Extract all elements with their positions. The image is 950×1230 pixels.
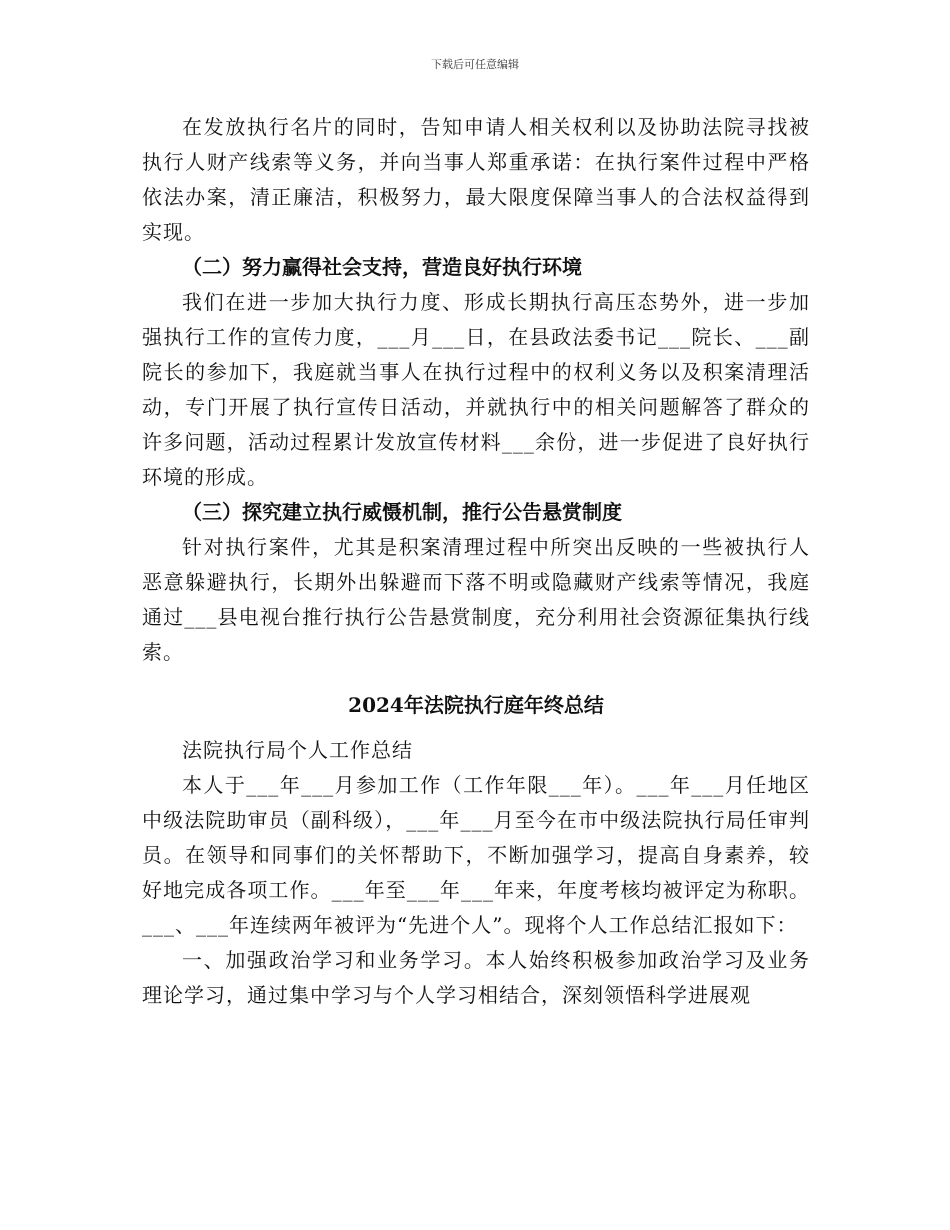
paragraph: 我们在进一步加大执行力度、形成长期执行高压态势外，进一步加强执行工作的宣传力度，___月___日，在县政法委书记___院长、___副院长的参加下，我庭就当事人在执行过程中的权利义务以及积案清理活动，专门开展了执行宣传日活动，并就执行中的相关问题解答了群众的许多问题，活动过程累计发放宣传材料___余份，进一步促进了良好执行环境的形成。 — [142, 290, 810, 489]
document-title: 2024年法院执行庭年终总结 — [348, 693, 604, 717]
section-heading: （二）努力赢得社会支持，营造良好执行环境 — [182, 255, 582, 279]
section-heading: （三）探究建立执行威慑机制，推行公告悬赏制度 — [182, 500, 622, 524]
paragraph: 针对执行案件，尤其是积案清理过程中所突出反映的一些被执行人恶意躲避执行，长期外出躲避而下落不明或隐藏财产线索等情况，我庭通过___县电视台推行执行公告悬赏制度，充分利用社会资源征集执行线索。 — [142, 535, 810, 664]
page-header: 下载后可任意编辑 — [431, 58, 519, 71]
paragraph: 一、加强政治学习和业务学习。本人始终积极参加政治学习及业务理论学习，通过集中学习与个人学习相结合，深刻领悟科学进展观 — [142, 948, 810, 1007]
paragraph: 在发放执行名片的同时，告知申请人相关权利以及协助法院寻找被执行人财产线索等义务，并向当事人郑重承诺：在执行案件过程中严格依法办案，清正廉洁，积极努力，最大限度保障当事人的合法权益得到实现。 — [142, 115, 810, 244]
document-body — [142, 110, 810, 1013]
document-subtitle: 法院执行局个人工作总结 — [182, 738, 413, 762]
paragraph: 本人于___年___月参加工作（工作年限___年）。___年___月任地区中级法院助审员（副科级），___年___月至今在市中级法院执行局任审判员。在领导和同事们的关怀帮助下，不断加强学习，提高自身素养，较好地完成各项工作。___年至___年___年来，年度考核均被评定为称职。___、___年连续两年被评为“先进个人”。现将个人工作总结汇报如下： — [142, 773, 810, 937]
